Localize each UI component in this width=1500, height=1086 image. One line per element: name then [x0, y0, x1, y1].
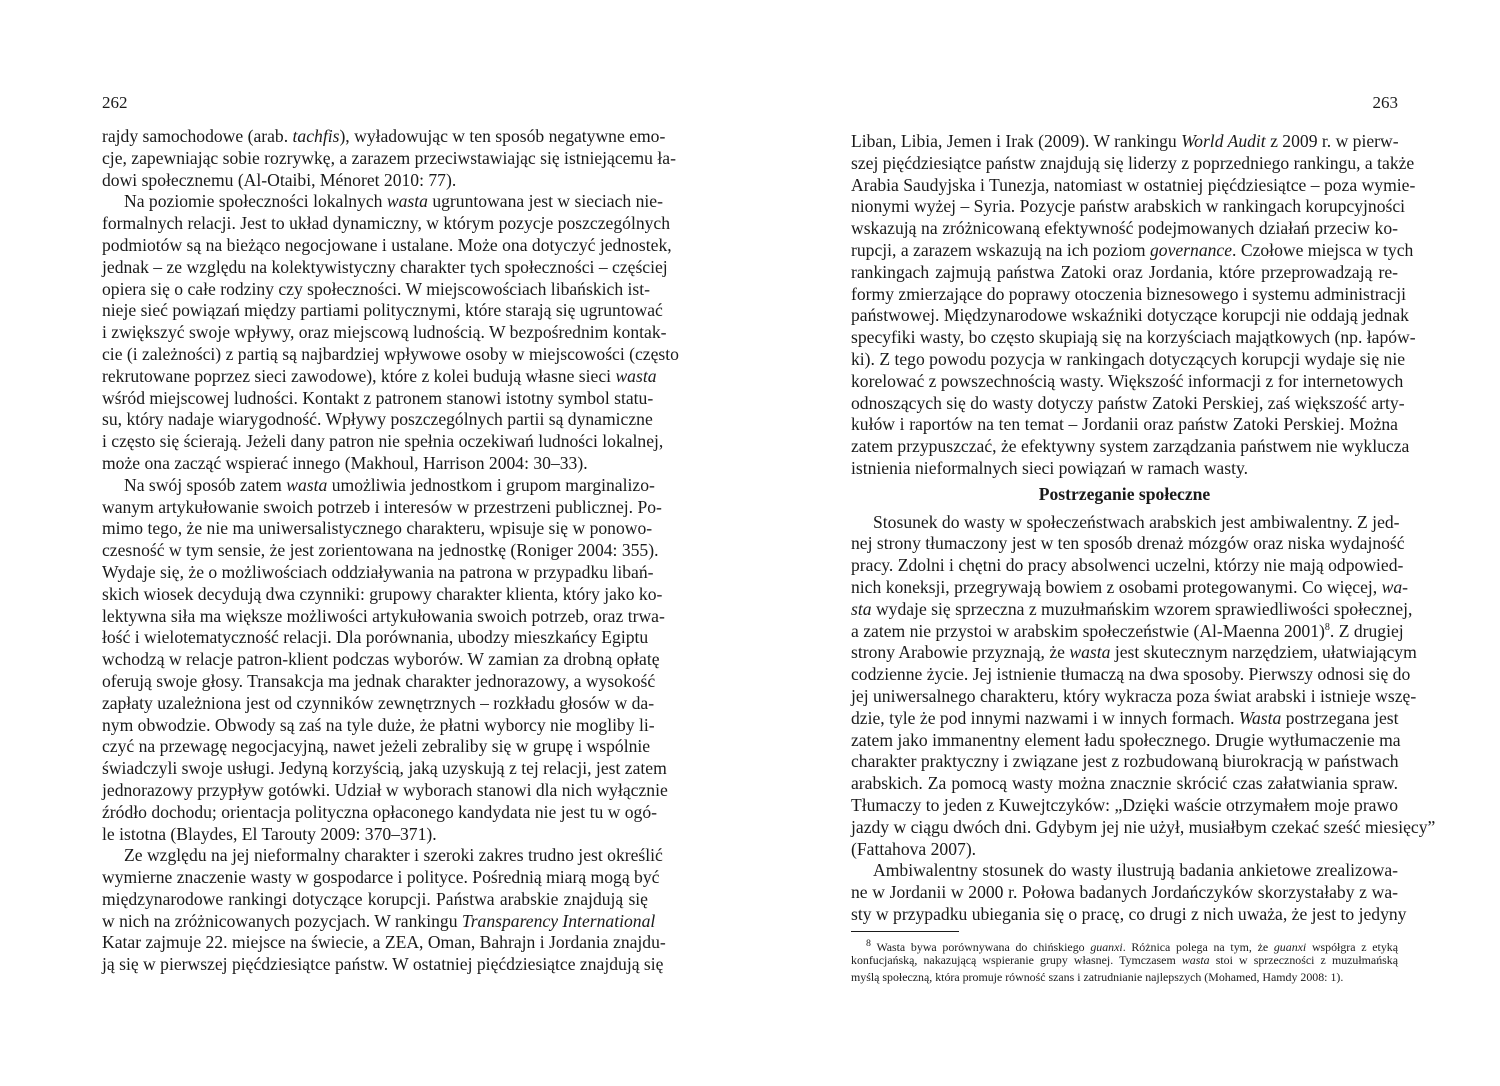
text-line: Stosunek do wasty w społeczeństwach arabskich jest ambiwalentny. Z jed-: [873, 511, 1400, 532]
left-page: [102, 0, 679, 1086]
text-line: jednak – ze względu na kolektywistyczny charakter tych społeczności – częściej: [102, 256, 668, 277]
text-line: Liban, Libia, Jemen i Irak (2009). W rankingu World Audit z 2009 r. w pierw-: [851, 131, 1399, 151]
text-line: specyfiki wasty, bo często skupiają się na korzyściach majątkowych (np. łapów-: [851, 327, 1416, 348]
text-line: nionymi wyżej – Syria. Pozycje państw arabskich w rankingach korupcyjności: [851, 196, 1406, 217]
text-line: czesność w tym sensie, że jest zorientowana na jednostkę (Roniger 2004: 355).: [102, 540, 659, 561]
text-line: zapłaty uzależniona jest od czynników zewnętrznych – rozkładu głosów w da-: [102, 692, 655, 713]
text-line: mimo tego, że nie ma uniwersalistycznego charakteru, wpisuje się w ponowo-: [102, 518, 653, 539]
text-line: formy zmierzające do poprawy otoczenia biznesowego i systemu administracji: [851, 283, 1406, 304]
right-body-lines: [851, 131, 1436, 926]
text-line: ją się w pierwszej pięćdziesiątce państw. W ostatniej pięćdziesiątce znajdują się: [102, 954, 664, 975]
text-line: ki). Z tego powodu pozycja w rankingach dotyczących korupcji wydaje się nie: [851, 348, 1406, 369]
text-line: Ambiwalentny stosunek do wasty ilustrują badania ankietowe zrealizowa-: [873, 860, 1398, 881]
text-line: cie (i zależności) z partią są najbardziej wpływowe osoby w miejscowości (często: [102, 343, 679, 364]
text-line: nich koneksji, przegrywają bowiem z osobami protegowanymi. Co więcej, wa-: [851, 576, 1408, 597]
text-line: rekrutowane poprzez sieci zawodowe), które z kolei budują własne sieci wasta: [102, 365, 657, 386]
text-line: szej pięćdziesiątce państw znajdują się liderzy z poprzedniego rankingu, a także: [851, 152, 1415, 173]
text-line: rupcji, a zarazem wskazują na ich poziom governance. Czołowe miejsca w tych: [851, 239, 1414, 260]
text-line: nieje sieć powiązań między partiami politycznymi, które starają się ugruntować: [102, 300, 663, 321]
text-line: Tłumaczy to jeden z Kuwejtczyków: „Dzięki waście otrzymałem moje prawo: [851, 794, 1398, 815]
text-line: opiera się o całe rodziny czy społeczności. W miejscowościach libańskich ist-: [102, 278, 651, 299]
right-page: [851, 0, 1436, 1086]
page-number-right: 263: [1372, 93, 1398, 112]
text-line: wchodzą w relacje patron-klient podczas wyborów. W zamian za drobną opłatę: [102, 649, 660, 670]
text-line: i często się ścierają. Jeżeli dany patron nie spełnia oczekiwań ludności lokalnej,: [102, 431, 664, 452]
footnote-separator: [851, 931, 959, 932]
text-line: rankingach zajmują państwa Zatoki oraz Jordania, które przeprowadzają re-: [851, 261, 1398, 282]
left-body-text: [102, 126, 679, 976]
text-line: a zatem nie przystoi w arabskim społeczeństwie (Al-Maenna 2001)$^8$. Z drugiej: [851, 620, 1404, 641]
text-line: korelować z powszechnością wasty. Większość informacji z for internetowych: [851, 370, 1404, 391]
text-line: strony Arabowie przyznają, że wasta jest skutecznym narzędziem, ułatwiającym: [851, 642, 1417, 663]
text-line: wskazują na zróżnicowaną efektywność podejmowanych działań przeciw ko-: [851, 218, 1398, 239]
text-line: podmiotów są na bieżąco negocjowane i ustalane. Może ona dotyczyć jednostek,: [102, 234, 672, 255]
text-line: Arabia Saudyjska i Tunezja, natomiast w ostatniej pięćdziesiątce – poza wymie-: [851, 174, 1416, 195]
text-line: świadczyli swoje usługi. Jedyną korzyścią, jaką uzyskują z tej relacji, jest zatem: [102, 758, 667, 779]
right-body-text: [851, 131, 1436, 986]
text-line: państwowej. Międzynarodowe wskaźniki dotyczące korupcji nie oddają jednak: [851, 305, 1409, 326]
text-line: sta wydaje się sprzeczna z muzułmańskim wzorem sprawiedliwości społecznej,: [851, 598, 1413, 619]
text-line: jej uniwersalnego charakteru, który wykracza poza świat arabski i istnieje wszę-: [851, 685, 1417, 706]
text-line: dzie, tyle że pod innymi nazwami i w innych formach. Wasta postrzegana jest: [851, 707, 1399, 728]
text-line: i zwiększyć swoje wpływy, oraz miejscową ludnością. W bezpośrednim kontak-: [102, 322, 667, 343]
text-line: czyć na przewagę negocjacyjną, nawet jeżeli zebraliby się w grupę i wspólnie: [102, 736, 651, 757]
text-line: lektywna siła ma większe możliwości artykułowania swoich potrzeb, oraz trwa-: [102, 605, 665, 626]
text-line: zatem przypuszczać, że efektywny system zarządzania państwem nie wyklucza: [851, 436, 1410, 457]
text-line: wśród miejscowej ludności. Kontakt z patronem stanowi istotny symbol statu-: [102, 387, 654, 408]
text-line: wymierne znaczenie wasty w gospodarce i polityce. Pośrednią miarą mogą być: [102, 867, 660, 888]
footnote: [851, 935, 1398, 986]
text-line: nej strony tłumaczony jest w ten sposób drenaż mózgów oraz niska wydajność: [851, 533, 1405, 554]
text-line: dowi społecznemu (Al-Otaibi, Ménoret 2010: 77).: [102, 169, 457, 190]
text-line: formalnych relacji. Jest to układ dynamiczny, w którym pozycje poszczególnych: [102, 213, 671, 234]
text-line: Wydaje się, że o możliwościach oddziaływania na patrona w przypadku libań-: [102, 561, 654, 582]
footnote-line: konfucjańską, nakazującą wspieranie grupy własnej. Tymczasem wasta stoi w sprzeczności z muzułmańską: [851, 952, 1398, 967]
text-line: łość i wielotematyczność relacji. Dla porównania, ubodzy mieszkańcy Egiptu: [102, 627, 649, 648]
text-line: skich wiosek decydują dwa czynniki: grupowy charakter klienta, który jako ko-: [102, 583, 663, 604]
text-line: Na swój sposób zatem wasta umożliwia jednostkom i grupom marginalizo-: [124, 474, 655, 495]
text-line: źródło dochodu; orientacja polityczna opłaconego kandydata nie jest tu w ogó-: [102, 801, 658, 822]
text-line: arabskich. Za pomocą wasty można znacznie skrócić czas załatwiania spraw.: [851, 773, 1398, 794]
text-line: wanym artykułowanie swoich potrzeb i interesów w przestrzeni publicznej. Po-: [102, 496, 662, 517]
text-line: cje, zapewniając sobie rozrywkę, a zarazem przeciwstawiając się istniejącemu ła-: [102, 147, 676, 168]
text-line: kułów i raportów na ten temat – Jordanii oraz państw Zatoki Perskiej. Można: [851, 414, 1398, 435]
text-line: istnienia nieformalnych sieci powiązań w ramach wasty.: [851, 457, 1249, 478]
text-line: odnoszących się do wasty dotyczy państw Zatoki Perskiej, zaś większość arty-: [851, 392, 1405, 413]
page-number-left: 262: [102, 93, 128, 112]
text-line: międzynarodowe rankingi dotyczące korupcji. Państwa arabskie znajdują się: [102, 888, 648, 909]
text-line: (Fattahova 2007).: [851, 838, 977, 859]
text-line: rajdy samochodowe (arab. tachfis), wyładowując w ten sposób negatywne emo-: [102, 126, 666, 146]
text-line: pracy. Zdolni i chętni do pracy absolwenci uczelni, którzy nie mają odpowied-: [851, 555, 1404, 576]
text-line: codzienne życie. Jej istnienie tłumaczą na dwa sposoby. Pierwszy odnosi się do: [851, 664, 1411, 685]
text-line: charakter praktyczny i związane jest z rozbudowaną biurokracją w państwach: [851, 751, 1399, 772]
text-line: sty w przypadku ubiegania się o pracę, co drugi z nich uważa, że jest to jedyny: [851, 903, 1407, 924]
text-line: jednorazowy przypływ gotówki. Udział w wyborach stanowi dla nich wyłącznie: [102, 779, 668, 800]
text-line: może ona zacząć wspierać innego (Makhoul, Harrison 2004: 30–33).: [102, 452, 588, 473]
text-line: jazdy w ciągu dwóch dni. Gdybym jej nie użył, musiałbym czekać sześć miesięcy”: [851, 816, 1436, 837]
text-line: le istotna (Blaydes, El Tarouty 2009: 370–371).: [102, 823, 437, 844]
text-line: oferują swoje głosy. Transakcja ma jednak charakter jednorazowy, a wysokość: [102, 670, 656, 691]
text-line: su, który nadaje wiarygodność. Wpływy poszczególnych partii są dynamiczne: [102, 409, 653, 430]
text-line: nym obwodzie. Obwody są zaś na tyle duże, że płatni wyborcy nie mogliby li-: [102, 714, 655, 735]
text-line: zatem jako immanentny element ładu społecznego. Drugie wytłumaczenie ma: [851, 729, 1401, 750]
text-line: ne w Jordanii w 2000 r. Połowa badanych Jordańczyków skorzystałaby z wa-: [851, 882, 1398, 903]
footnote-line: myślą społeczną, która promuje równość szans i zatrudnianie najlepszych (Mohamed, Hamdy 2008: 1).: [851, 969, 1344, 984]
text-line: Katar zajmuje 22. miejsce na świecie, a ZEA, Oman, Bahrajn i Jordania znajdu-: [102, 932, 666, 953]
text-line: w nich na zróżnicowanych pozycjach. W rankingu Transparency International: [102, 910, 656, 931]
text-line: Ze względu na jej nieformalny charakter i szeroki zakres trudno jest określić: [124, 845, 663, 866]
footnote-line: $^8$ Wasta bywa porównywana do chińskiego guanxi. Różnica polega na tym, że guanxi współgra z etyką: [866, 937, 1398, 954]
text-line: Na poziomie społeczności lokalnych wasta ugruntowana jest w sieciach nie-: [124, 191, 663, 212]
section-heading: Postrzeganie społeczne: [1038, 483, 1211, 504]
